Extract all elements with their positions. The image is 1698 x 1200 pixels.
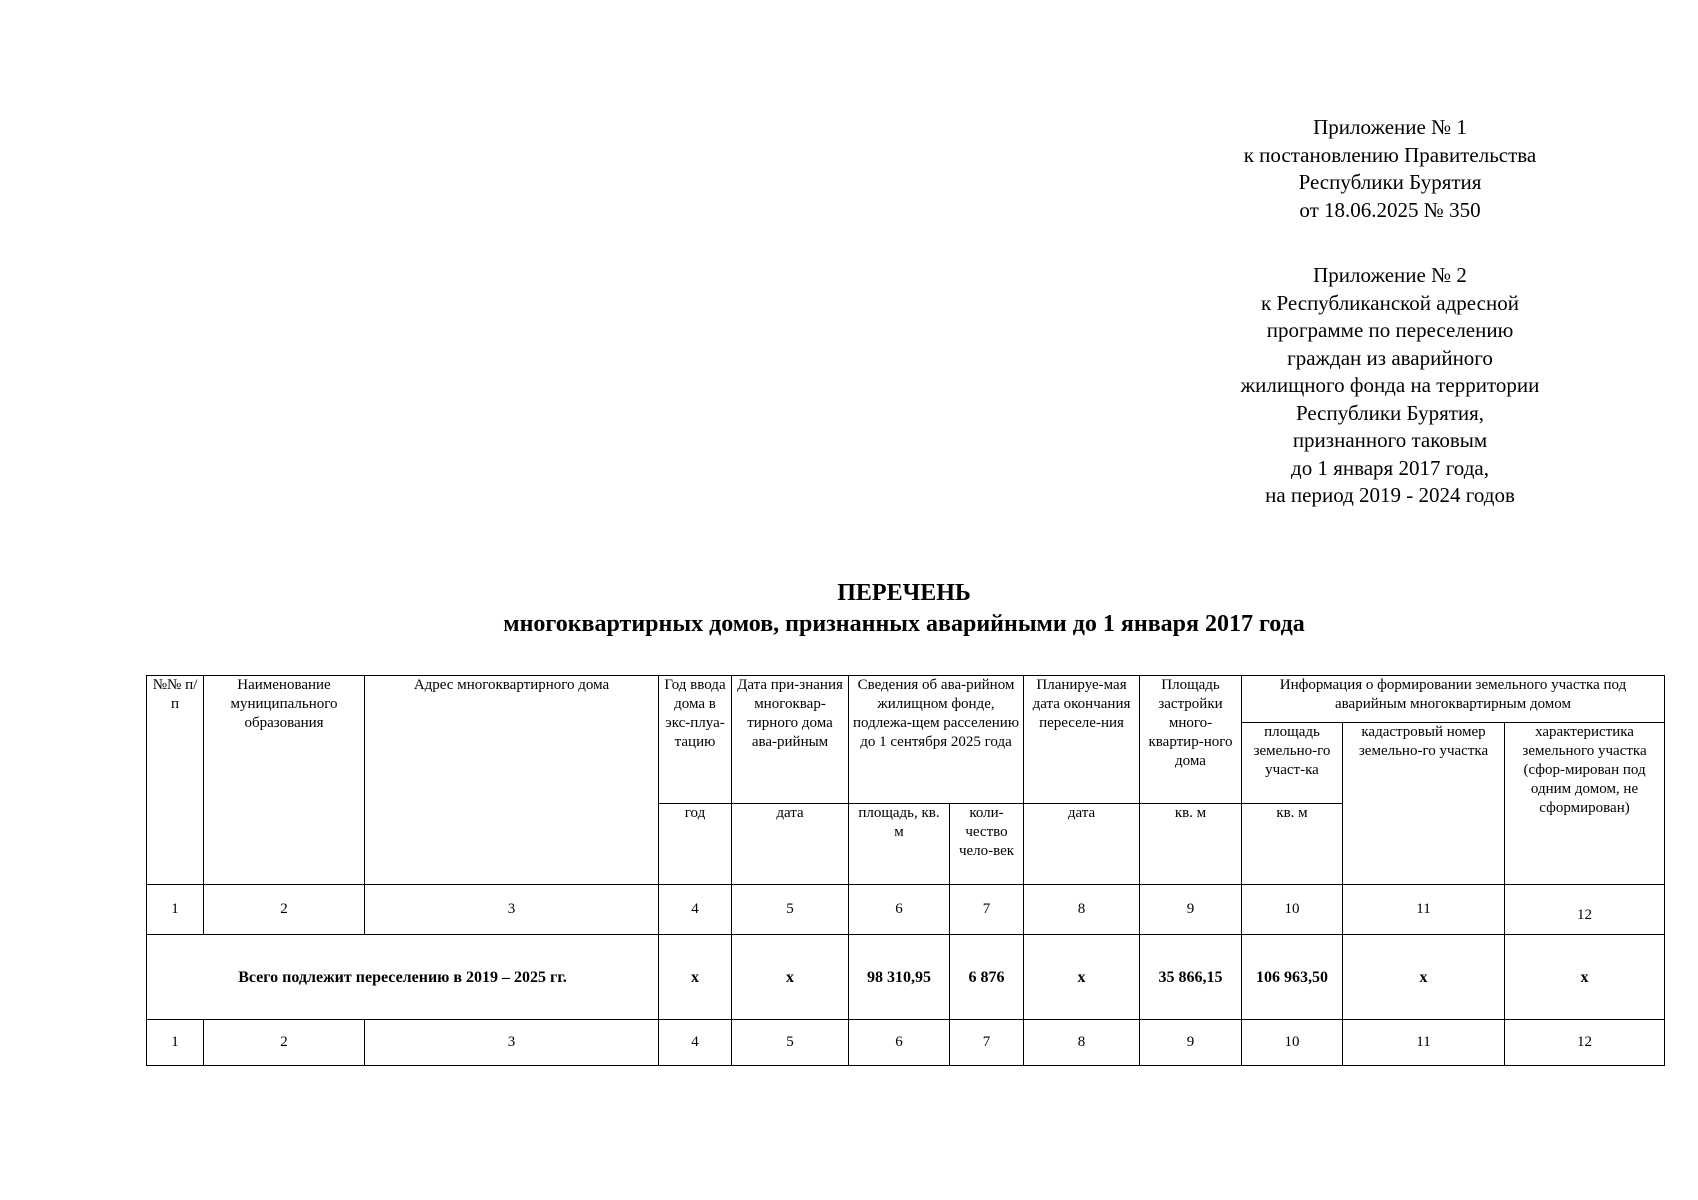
appendix-2-line: признанного таковым (1292, 428, 1488, 452)
total-date-recognized: x (732, 935, 849, 1020)
total-label: Всего подлежит переселению в 2019 – 2025 гг. (147, 935, 659, 1020)
total-land-area: 106 963,50 (1242, 935, 1343, 1020)
document-title (0, 578, 1698, 640)
column-number: 5 (732, 885, 849, 935)
column-number: 7 (950, 885, 1024, 935)
appendix-2-line: программе по переселению (1266, 318, 1514, 342)
appendix-2-line: жилищного фонда на территории (1240, 373, 1540, 397)
appendix-2-line: до 1 января 2017 года, (1291, 455, 1489, 480)
column-number: 10 (1242, 1020, 1343, 1066)
unit-year: год (659, 804, 732, 885)
appendix-2-line: на период 2019 - 2024 годов (1265, 483, 1515, 507)
unit-people: коли-чество чело-век (950, 804, 1024, 885)
header-municipality: Наименование муниципального образования (204, 676, 365, 885)
total-year-built: x (659, 935, 732, 1020)
header-address: Адрес многоквартирного дома (365, 676, 659, 885)
column-number-row (147, 885, 1665, 935)
header-land-info: Информация о формировании земельного участка под аварийным многоквартирным домом (1242, 676, 1665, 723)
unit-area: площадь, кв. м (849, 804, 950, 885)
header-year-built: Год ввода дома в экс-плуа-тацию (659, 676, 732, 804)
column-number-text: 12 (1577, 907, 1593, 923)
header-cadastral: кадастровый номер земельно-го участка (1343, 723, 1505, 885)
column-number: 10 (1242, 885, 1343, 935)
column-number: 1 (147, 1020, 204, 1066)
header-land-characteristic: характеристика земельного участка (сфор-мирован под одним домом, не сформирован) (1505, 723, 1665, 885)
total-land-characteristic: x (1505, 935, 1665, 1020)
title-line-2: многоквартирных домов, признанных аварийными до 1 января 2017 года (503, 611, 1305, 637)
column-number: 11 (1343, 885, 1505, 935)
header-num: №№ п/п (147, 676, 204, 885)
total-planned-date: x (1024, 935, 1140, 1020)
column-number: 3 (365, 885, 659, 935)
appendix-2-line: к Республиканской адресной (1261, 290, 1519, 315)
appendix-1-line: от 18.06.2025 № 350 (1299, 197, 1481, 222)
column-number: 2 (204, 885, 365, 935)
total-people: 6 876 (950, 935, 1024, 1020)
column-number: 12 (1505, 1020, 1665, 1066)
total-row (147, 935, 1665, 1020)
column-number (1505, 885, 1665, 935)
column-number: 8 (1024, 885, 1140, 935)
column-number: 11 (1343, 1020, 1505, 1066)
column-number: 7 (950, 1020, 1024, 1066)
appendix-2-line: Республики Бурятия, (1295, 400, 1485, 425)
column-number: 1 (147, 885, 204, 935)
column-number: 8 (1024, 1020, 1140, 1066)
total-area: 98 310,95 (849, 935, 950, 1020)
column-number: 9 (1140, 1020, 1242, 1066)
column-number: 2 (204, 1020, 365, 1066)
unit-building-area: кв. м (1140, 804, 1242, 885)
total-building-area: 35 866,15 (1140, 935, 1242, 1020)
unit-date-recognized: дата (732, 804, 849, 885)
column-number: 6 (849, 885, 950, 935)
appendix-2-line: граждан из аварийного (1287, 345, 1493, 370)
total-cadastral: x (1343, 935, 1505, 1020)
column-number: 6 (849, 1020, 950, 1066)
header-land-area: площадь земельно-го участ-ка (1242, 723, 1343, 804)
appendix-1-line: Республики Бурятия (1298, 170, 1482, 194)
column-number: 3 (365, 1020, 659, 1066)
header-building-area: Площадь застройки много-квартир-ного дома (1140, 676, 1242, 804)
title-line-1: ПЕРЕЧЕНЬ (837, 580, 971, 606)
column-number: 9 (1140, 885, 1242, 935)
appendix-2-line: Приложение № 2 (1313, 263, 1467, 287)
header-date-recognized: Дата при-знания многоквар-тирного дома ава-рийным (732, 676, 849, 804)
appendix-2-heading (1180, 262, 1600, 510)
column-number: 4 (659, 885, 732, 935)
column-number: 4 (659, 1020, 732, 1066)
appendix-1-heading (1180, 114, 1600, 224)
column-number-row (147, 1020, 1665, 1066)
unit-planned-date: дата (1024, 804, 1140, 885)
header-fund-info: Сведения об ава-рийном жилищном фонде, подлежа-щем расселению до 1 сентября 2025 года (849, 676, 1024, 804)
houses-table (146, 675, 1665, 1066)
column-number: 5 (732, 1020, 849, 1066)
header-planned-date: Планируе-мая дата окончания переселе-ния (1024, 676, 1140, 804)
unit-land-area: кв. м (1242, 804, 1343, 885)
appendix-1-line: к постановлению Правительства (1243, 142, 1537, 167)
appendix-1-line: Приложение № 1 (1313, 115, 1467, 139)
